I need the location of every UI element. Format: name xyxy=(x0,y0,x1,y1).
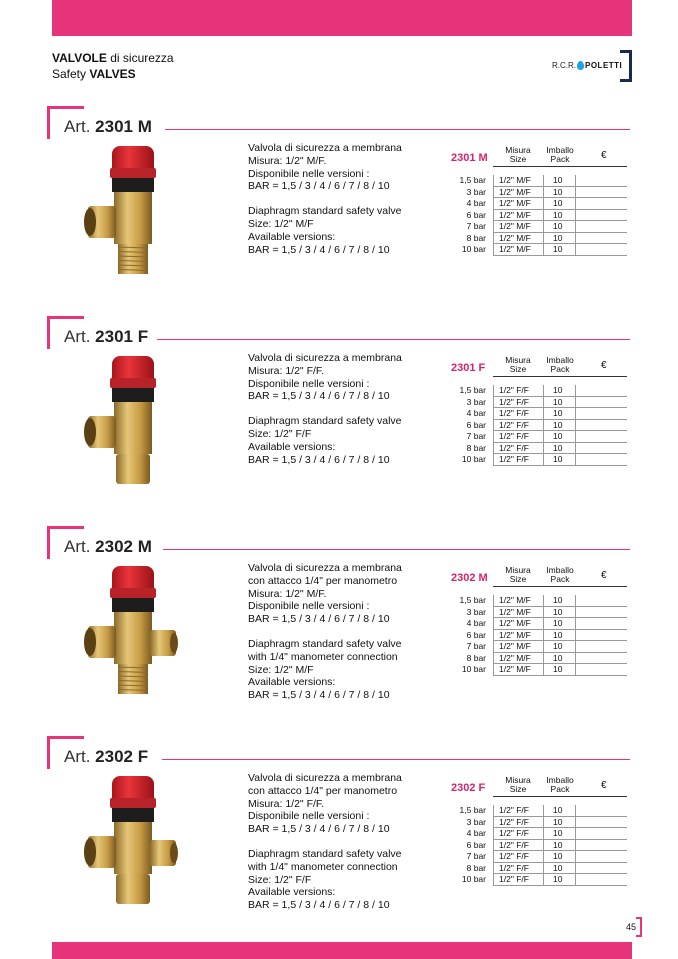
column-header-price: € xyxy=(601,360,607,371)
description-line-it: Misura: 1/2" M/F. xyxy=(248,587,327,600)
pressure-cell: 7 bar xyxy=(466,221,486,231)
pack-cell: 10 xyxy=(553,862,563,873)
table-rows xyxy=(445,595,627,676)
pressure-cell: 7 bar xyxy=(466,851,486,861)
pack-cell: 10 xyxy=(553,816,563,827)
table-rows xyxy=(445,385,627,466)
pack-cell: 10 xyxy=(553,419,563,430)
pack-cell: 10 xyxy=(553,641,563,651)
description-line-it: Valvola di sicurezza a membrana xyxy=(248,772,402,784)
table-row xyxy=(445,408,627,420)
valve-photo-icon xyxy=(78,348,188,493)
pack-cell: 10 xyxy=(553,805,563,815)
size-cell: 1/2" F/F xyxy=(499,408,529,418)
table-row xyxy=(445,618,627,630)
description-line-en: Diaphragm standard safety valve xyxy=(248,415,402,428)
description-gap xyxy=(248,403,402,415)
size-cell: 1/2" F/F xyxy=(499,431,529,441)
table-row xyxy=(445,863,627,875)
pressure-cell: 8 bar xyxy=(466,442,486,453)
article-title: Art. 2301 F xyxy=(64,327,149,346)
size-cell: 1/2" F/F xyxy=(499,851,529,861)
size-cell: 1/2" F/F xyxy=(499,828,529,838)
size-cell: 1/2" F/F xyxy=(499,419,529,430)
size-cell: 1/2" M/F xyxy=(499,232,531,243)
row-rule xyxy=(493,255,627,256)
pack-cell: 10 xyxy=(553,396,563,407)
table-rows xyxy=(445,175,627,256)
description-line-en: Available versions: xyxy=(248,230,336,243)
drop-icon xyxy=(577,61,584,70)
pressure-cell: 3 bar xyxy=(466,396,486,407)
pack-cell: 10 xyxy=(553,408,563,418)
size-cell: 1/2" F/F xyxy=(499,874,529,884)
description-gap xyxy=(248,193,402,205)
size-cell: 1/2" F/F xyxy=(499,805,529,815)
table-row xyxy=(445,198,627,210)
column-header-size: Misura Size xyxy=(505,565,531,584)
description-line-en: Available versions: xyxy=(248,440,336,453)
size-cell: 1/2" M/F xyxy=(499,244,531,254)
product-section xyxy=(0,736,678,946)
size-cell: 1/2" M/F xyxy=(499,175,531,185)
valve-photo-icon xyxy=(78,768,188,913)
pressure-cell: 8 bar xyxy=(466,652,486,663)
product-section xyxy=(0,526,678,736)
page-number: 45 xyxy=(626,922,637,932)
pack-cell: 10 xyxy=(553,244,563,254)
pressure-cell: 6 bar xyxy=(466,419,486,430)
pressure-cell: 10 bar xyxy=(461,664,486,674)
pack-cell: 10 xyxy=(553,839,563,850)
row-rule xyxy=(493,885,627,886)
pack-cell: 10 xyxy=(553,385,563,395)
brand-logo xyxy=(552,50,634,78)
logo-name: POLETTI xyxy=(585,61,623,70)
header-line-en: Safety VALVES xyxy=(52,67,136,81)
description-line-en: Available versions: xyxy=(248,676,336,689)
product-photo xyxy=(78,768,188,913)
pressure-cell: 8 bar xyxy=(466,232,486,243)
pack-cell: 10 xyxy=(553,828,563,838)
size-cell: 1/2" M/F xyxy=(499,641,531,651)
product-description xyxy=(248,142,402,256)
page-header xyxy=(52,50,174,82)
product-photo xyxy=(78,348,188,493)
table-row xyxy=(445,607,627,619)
description-line-it: Disponibile nelle versioni : xyxy=(248,810,370,823)
size-cell: 1/2" F/F xyxy=(499,442,529,453)
pressure-cell: 3 bar xyxy=(466,186,486,197)
description-line-it: Misura: 1/2" M/F. xyxy=(248,154,327,167)
description-line-it: BAR = 1,5 / 3 / 4 / 6 / 7 / 8 / 10 xyxy=(248,823,390,836)
article-title: Art. 2302 F xyxy=(64,747,149,766)
pack-cell: 10 xyxy=(553,198,563,208)
product-section xyxy=(0,316,678,526)
description-line-en: Size: 1/2" M/F xyxy=(248,217,314,230)
bottom-accent-bar xyxy=(52,942,632,959)
column-header-size: Misura Size xyxy=(505,775,531,794)
pressure-cell: 7 bar xyxy=(466,431,486,441)
description-line-it: con attacco 1/4" per manometro xyxy=(248,574,398,587)
size-cell: 1/2" M/F xyxy=(499,186,531,197)
title-rule xyxy=(165,129,630,130)
size-cell: 1/2" F/F xyxy=(499,385,529,395)
row-rule xyxy=(493,675,627,676)
table-code: 2301 M xyxy=(451,152,488,164)
description-line-en: Diaphragm standard safety valve xyxy=(248,637,402,650)
pack-cell: 10 xyxy=(553,595,563,605)
description-line-en: Available versions: xyxy=(248,886,336,899)
title-rule xyxy=(163,549,630,550)
table-row xyxy=(445,431,627,443)
column-header-size: Misura Size xyxy=(505,355,531,374)
size-cell: 1/2" M/F xyxy=(499,664,531,674)
description-line-it: Disponibile nelle versioni : xyxy=(248,600,370,613)
pack-cell: 10 xyxy=(553,209,563,220)
column-header-pack: Imballo Pack xyxy=(546,565,574,584)
description-line-en: BAR = 1,5 / 3 / 4 / 6 / 7 / 8 / 10 xyxy=(248,453,390,466)
column-header-size: Misura Size xyxy=(505,145,531,164)
size-cell: 1/2" M/F xyxy=(499,618,531,628)
description-line-it: BAR = 1,5 / 3 / 4 / 6 / 7 / 8 / 10 xyxy=(248,180,390,193)
table-row xyxy=(445,175,627,187)
size-cell: 1/2" F/F xyxy=(499,396,529,407)
header-line-it: VALVOLE di sicurezza xyxy=(52,51,174,65)
top-accent-bar xyxy=(52,0,632,36)
pack-cell: 10 xyxy=(553,431,563,441)
table-row xyxy=(445,443,627,455)
pack-cell: 10 xyxy=(553,186,563,197)
description-line-en: Diaphragm standard safety valve xyxy=(248,205,402,218)
description-line-en: Size: 1/2" M/F xyxy=(248,663,314,676)
valve-photo-icon xyxy=(78,138,188,283)
table-row xyxy=(445,233,627,245)
table-row xyxy=(445,244,627,256)
pack-cell: 10 xyxy=(553,175,563,185)
pressure-cell: 3 bar xyxy=(466,816,486,827)
column-header-price: € xyxy=(601,570,607,581)
table-row xyxy=(445,385,627,397)
table-row xyxy=(445,664,627,676)
table-row xyxy=(445,221,627,233)
pressure-cell: 10 bar xyxy=(461,454,486,464)
pressure-cell: 7 bar xyxy=(466,641,486,651)
description-gap xyxy=(248,836,402,848)
pressure-cell: 1,5 bar xyxy=(459,385,486,395)
table-row xyxy=(445,840,627,852)
size-cell: 1/2" M/F xyxy=(499,595,531,605)
pressure-cell: 1,5 bar xyxy=(459,175,486,185)
description-line-en: BAR = 1,5 / 3 / 4 / 6 / 7 / 8 / 10 xyxy=(248,243,390,256)
pressure-cell: 4 bar xyxy=(466,198,486,208)
product-description xyxy=(248,562,402,702)
description-line-en: BAR = 1,5 / 3 / 4 / 6 / 7 / 8 / 10 xyxy=(248,899,390,912)
table-row xyxy=(445,397,627,409)
description-line-it: Misura: 1/2" F/F. xyxy=(248,797,325,810)
pressure-cell: 4 bar xyxy=(466,828,486,838)
size-cell: 1/2" M/F xyxy=(499,652,531,663)
pressure-cell: 6 bar xyxy=(466,839,486,850)
pressure-cell: 10 bar xyxy=(461,874,486,884)
product-photo xyxy=(78,558,188,703)
size-cell: 1/2" M/F xyxy=(499,209,531,220)
pressure-cell: 4 bar xyxy=(466,618,486,628)
column-header-pack: Imballo Pack xyxy=(546,775,574,794)
description-line-it: Valvola di sicurezza a membrana xyxy=(248,562,402,574)
pack-cell: 10 xyxy=(553,618,563,628)
description-line-it: Valvola di sicurezza a membrana xyxy=(248,142,402,154)
size-cell: 1/2" F/F xyxy=(499,816,529,827)
column-header-pack: Imballo Pack xyxy=(546,145,574,164)
table-header-rule xyxy=(493,166,627,167)
size-cell: 1/2" M/F xyxy=(499,606,531,617)
pack-cell: 10 xyxy=(553,664,563,674)
size-cell: 1/2" F/F xyxy=(499,454,529,464)
pack-cell: 10 xyxy=(553,442,563,453)
description-line-en: Size: 1/2" F/F xyxy=(248,427,312,440)
product-description xyxy=(248,352,402,466)
description-line-en: BAR = 1,5 / 3 / 4 / 6 / 7 / 8 / 10 xyxy=(248,689,390,702)
product-photo xyxy=(78,138,188,283)
table-row xyxy=(445,187,627,199)
column-header-price: € xyxy=(601,150,607,161)
table-row xyxy=(445,630,627,642)
logo-prefix: R.C.R. xyxy=(552,61,576,70)
product-section xyxy=(0,106,678,316)
table-row xyxy=(445,817,627,829)
description-line-en: with 1/4" manometer connection xyxy=(248,860,398,873)
description-line-en: Size: 1/2" F/F xyxy=(248,873,312,886)
table-header-rule xyxy=(493,796,627,797)
table-row xyxy=(445,454,627,466)
size-cell: 1/2" M/F xyxy=(499,198,531,208)
pack-cell: 10 xyxy=(553,874,563,884)
table-code: 2301 F xyxy=(451,362,486,374)
table-header-rule xyxy=(493,586,627,587)
pressure-cell: 6 bar xyxy=(466,209,486,220)
pressure-cell: 1,5 bar xyxy=(459,595,486,605)
size-cell: 1/2" F/F xyxy=(499,862,529,873)
table-code: 2302 F xyxy=(451,782,486,794)
size-cell: 1/2" M/F xyxy=(499,629,531,640)
table-row xyxy=(445,828,627,840)
size-cell: 1/2" M/F xyxy=(499,221,531,231)
table-row xyxy=(445,805,627,817)
article-title: Art. 2301 M xyxy=(64,117,152,136)
logo-bracket-icon xyxy=(620,50,632,82)
description-line-it: Valvola di sicurezza a membrana xyxy=(248,352,402,364)
row-rule xyxy=(493,465,627,466)
table-rows xyxy=(445,805,627,886)
description-line-en: Diaphragm standard safety valve xyxy=(248,847,402,860)
description-line-it: Disponibile nelle versioni : xyxy=(248,377,370,390)
title-rule xyxy=(157,339,630,340)
pack-cell: 10 xyxy=(553,232,563,243)
table-row xyxy=(445,851,627,863)
product-description xyxy=(248,772,402,912)
table-header-rule xyxy=(493,376,627,377)
size-cell: 1/2" F/F xyxy=(499,839,529,850)
column-header-price: € xyxy=(601,780,607,791)
pressure-cell: 1,5 bar xyxy=(459,805,486,815)
description-line-it: Disponibile nelle versioni : xyxy=(248,167,370,180)
table-row xyxy=(445,210,627,222)
pressure-cell: 3 bar xyxy=(466,606,486,617)
description-line-it: Misura: 1/2" F/F. xyxy=(248,364,325,377)
pressure-cell: 10 bar xyxy=(461,244,486,254)
description-line-it: BAR = 1,5 / 3 / 4 / 6 / 7 / 8 / 10 xyxy=(248,390,390,403)
pressure-cell: 4 bar xyxy=(466,408,486,418)
pack-cell: 10 xyxy=(553,221,563,231)
pressure-cell: 6 bar xyxy=(466,629,486,640)
description-line-en: with 1/4" manometer connection xyxy=(248,650,398,663)
pack-cell: 10 xyxy=(553,652,563,663)
pressure-cell: 8 bar xyxy=(466,862,486,873)
pack-cell: 10 xyxy=(553,454,563,464)
article-title: Art. 2302 M xyxy=(64,537,152,556)
description-line-it: BAR = 1,5 / 3 / 4 / 6 / 7 / 8 / 10 xyxy=(248,613,390,626)
pack-cell: 10 xyxy=(553,851,563,861)
pack-cell: 10 xyxy=(553,606,563,617)
title-rule xyxy=(162,759,630,760)
table-row xyxy=(445,420,627,432)
description-line-it: con attacco 1/4" per manometro xyxy=(248,784,398,797)
table-code: 2302 M xyxy=(451,572,488,584)
description-gap xyxy=(248,626,402,638)
table-row xyxy=(445,641,627,653)
valve-photo-icon xyxy=(78,558,188,703)
page-number-bracket xyxy=(636,917,642,937)
column-header-pack: Imballo Pack xyxy=(546,355,574,374)
table-row xyxy=(445,874,627,886)
table-row xyxy=(445,653,627,665)
pack-cell: 10 xyxy=(553,629,563,640)
table-row xyxy=(445,595,627,607)
